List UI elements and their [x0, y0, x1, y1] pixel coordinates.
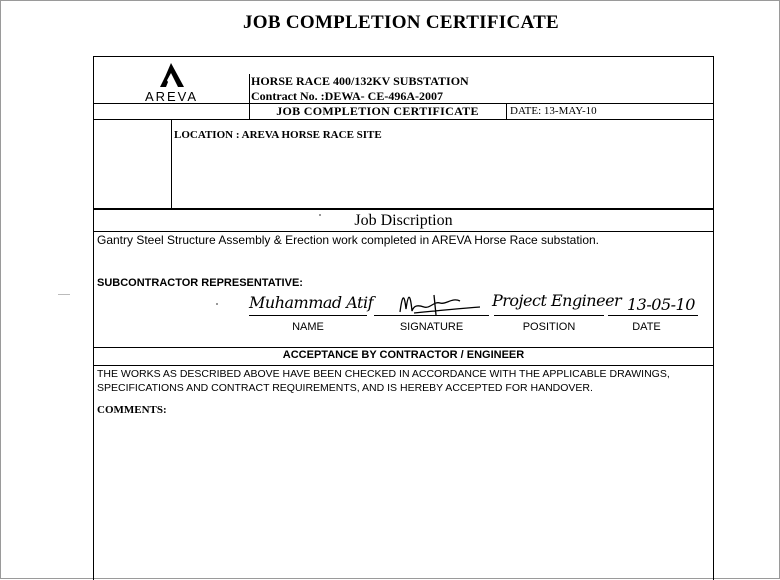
signature-line: [374, 315, 489, 316]
certificate-form: [93, 56, 714, 580]
location-field: LOCATION : AREVA HORSE RACE SITE: [174, 129, 382, 141]
position-line: [494, 315, 604, 316]
job-heading-line: [94, 231, 713, 232]
header-bottom-line: [94, 119, 713, 120]
acceptance-statement: THE WORKS AS DESCRIBED ABOVE HAVE BEEN CHECKED IN ACCORDANCE WITH THE APPLICABLE DRAWINGS, SPECIFICATIONS AND CONTRACT REQUIREMENTS, AND IS HEREBY ACCEPTED FOR HANDOVER.: [97, 368, 670, 394]
areva-logo-icon: [156, 62, 186, 88]
areva-logo: [94, 57, 249, 103]
page-title: JOB COMPLETION CERTIFICATE: [242, 12, 560, 33]
contract-number: Contract No. :DEWA- CE-496A-2007: [251, 89, 443, 103]
date-label: DATE: [632, 321, 661, 333]
project-name: HORSE RACE 400/132KV SUBSTATION: [251, 74, 469, 88]
location-divider: [171, 119, 172, 208]
logo-text: AREVA: [144, 89, 199, 104]
acceptance-heading-line: [94, 365, 713, 366]
name-label: NAME: [292, 321, 324, 333]
name-line: [249, 315, 367, 316]
subcontractor-heading: SUBCONTRACTOR REPRESENTATIVE:: [97, 277, 303, 289]
handwritten-position: Project Engineer: [492, 291, 622, 310]
acceptance-top-line: [94, 347, 713, 348]
scan-mark: [58, 294, 70, 295]
certificate-subtitle: JOB COMPLETION CERTIFICATE: [276, 104, 479, 118]
signature-label: SIGNATURE: [399, 321, 464, 333]
job-description-heading: Job Discription: [354, 212, 453, 229]
certificate-date: DATE: 13-MAY-10: [510, 105, 597, 117]
date-line: [608, 315, 698, 316]
comments-label: COMMENTS:: [97, 404, 167, 416]
acceptance-heading: ACCEPTANCE BY CONTRACTOR / ENGINEER: [282, 349, 525, 361]
position-label: POSITION: [522, 321, 576, 333]
job-description-text: Gantry Steel Structure Assembly & Erection work completed in AREVA Horse Race substation.: [97, 233, 600, 247]
handwritten-date: 13-05-10: [627, 295, 695, 314]
scan-dot: [319, 214, 321, 216]
handwritten-name: Muhammad Atif: [249, 293, 373, 312]
scan-dot: [216, 303, 218, 305]
location-bottom-line: [94, 208, 713, 210]
date-divider: [506, 103, 507, 119]
